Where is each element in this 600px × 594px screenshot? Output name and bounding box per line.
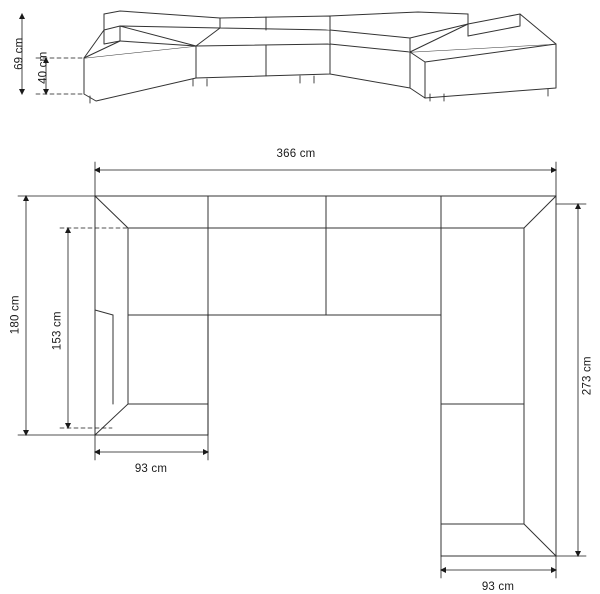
- dimension-width-overall: [94, 162, 557, 196]
- perspective-view-sofa: [84, 11, 556, 103]
- dimension-label-height-seat: 40 cm: [37, 51, 50, 84]
- top-view-sofa: [95, 196, 556, 556]
- dimension-label-depth-right-overall: 273 cm: [581, 356, 594, 396]
- dimension-label-seat-depth-left: 93 cm: [134, 463, 168, 475]
- dimension-label-depth-left-overall: 180 cm: [9, 295, 22, 335]
- dimension-seat-depth-right: [440, 556, 557, 578]
- dimension-label-seat-depth-right: 93 cm: [481, 581, 515, 593]
- dimension-label-depth-left-inner: 153 cm: [51, 311, 64, 351]
- dimension-label-width-overall: 366 cm: [276, 148, 316, 160]
- dimension-label-height-overall: 69 cm: [13, 37, 26, 70]
